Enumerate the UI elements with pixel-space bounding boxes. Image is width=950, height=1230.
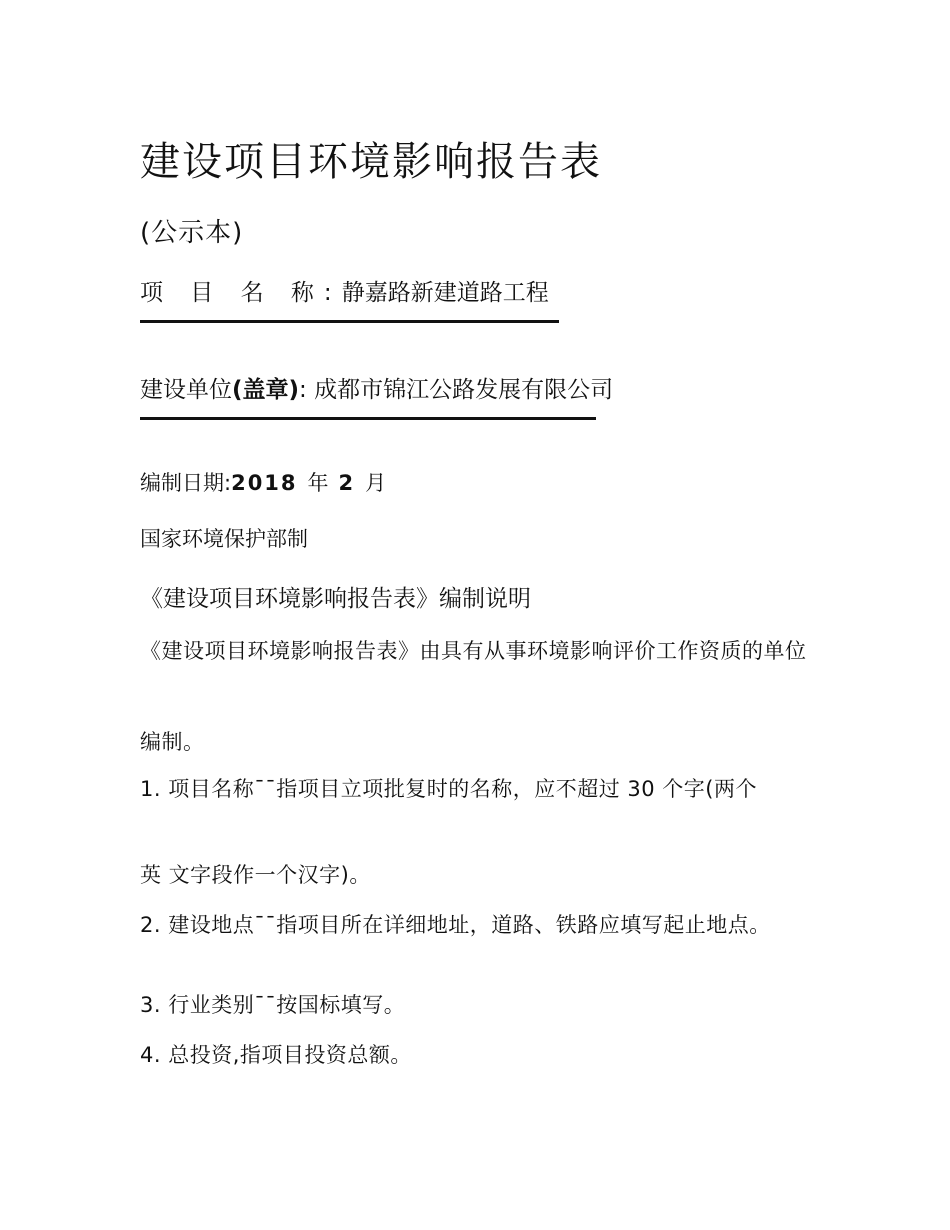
paragraph: 1. 项目名称¯¯指项目立项批复时的名称，应不超过 30 个字(两个 [140,777,757,801]
construction-unit-colon: : [299,377,307,403]
paragraph: 英 文字段作一个汉字)。 [140,863,371,887]
construction-unit-value: 成都市锦江公路发展有限公司 [314,377,614,403]
construction-unit-row [140,371,613,404]
compile-date-month-unit: 月 [365,471,387,495]
compile-date-row [140,467,386,497]
compile-date-year-unit: 年 [307,471,329,495]
compile-date-month: 2 [338,471,356,495]
construction-unit-seal-label: (盖章) [232,377,300,403]
paragraph: 编制。 [140,730,205,754]
compile-date-year: 2018 [231,471,298,495]
paragraph: 《建设项目环境影响报告表》由具有从事环境影响评价工作资质的单位 [140,639,807,663]
project-name-underline [140,320,559,323]
issuer: 国家环境保护部制 [140,527,308,551]
document-title: 建设项目环境影响报告表 [140,139,602,185]
paragraph: 4. 总投资,指项目投资总额。 [140,1043,412,1067]
document-subtitle: (公示本) [140,218,244,248]
paragraph: 3. 行业类别¯¯按国标填写。 [140,993,406,1017]
project-name-value: 静嘉路新建道路工程 [341,280,549,306]
compile-date-label: 编制日期: [140,471,232,495]
construction-unit-underline [140,417,596,420]
construction-unit-label: 建设单位 [140,377,232,403]
notes-heading: 《建设项目环境影响报告表》编制说明 [140,586,531,612]
project-name-label: 项 目 名 称: [140,280,342,306]
paragraph: 2. 建设地点¯¯指项目所在详细地址，道路、铁路应填写起止地点。 [140,913,771,937]
project-name-row [140,274,549,307]
